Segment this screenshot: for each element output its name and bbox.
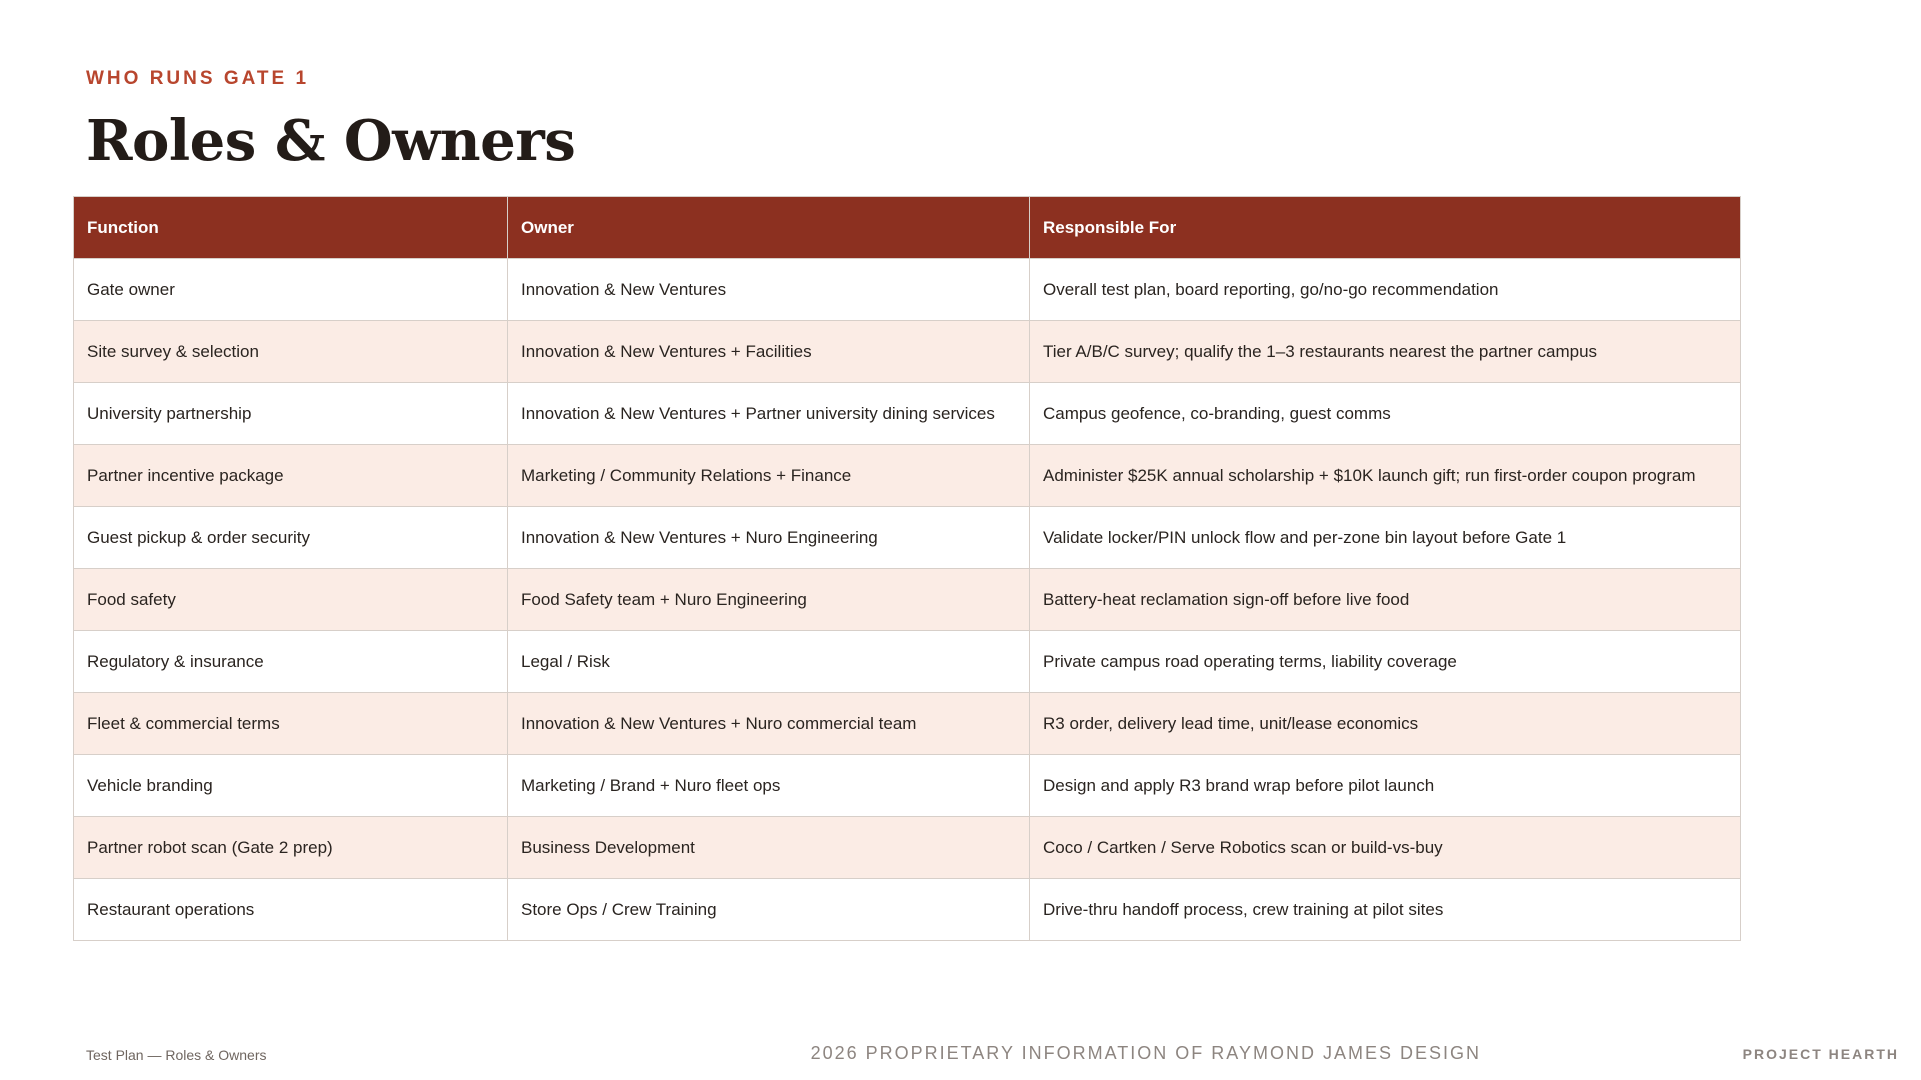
table-row [74,879,1741,941]
footer-proprietary-notice: 2026 PROPRIETARY INFORMATION OF RAYMOND JAMES DESIGN [810,1043,1481,1063]
table-row [74,259,1741,321]
cell-function: Site survey & selection [74,321,508,383]
table-row [74,817,1741,879]
roles-table [73,196,1741,941]
table-header-row [74,197,1741,259]
table-row [74,569,1741,631]
cell-owner: Innovation & New Ventures + Nuro commercial team [508,693,1030,755]
page-title: Roles & Owners [86,108,576,174]
cell-function: Vehicle branding [74,755,508,817]
cell-responsible-for: Campus geofence, co-branding, guest comms [1030,383,1741,445]
cell-owner: Innovation & New Ventures + Partner university dining services [508,383,1030,445]
table-body [74,259,1741,941]
cell-function: Partner robot scan (Gate 2 prep) [74,817,508,879]
cell-responsible-for: Drive-thru handoff process, crew training at pilot sites [1030,879,1741,941]
roles-table-container [73,196,1740,941]
column-header-responsible-for: Responsible For [1030,197,1741,259]
cell-owner: Food Safety team + Nuro Engineering [508,569,1030,631]
cell-function: Partner incentive package [74,445,508,507]
column-header-owner: Owner [508,197,1030,259]
cell-function: Food safety [74,569,508,631]
table-row [74,693,1741,755]
table-row [74,755,1741,817]
cell-responsible-for: R3 order, delivery lead time, unit/lease economics [1030,693,1741,755]
cell-function: Restaurant operations [74,879,508,941]
cell-owner: Business Development [508,817,1030,879]
cell-responsible-for: Coco / Cartken / Serve Robotics scan or build-vs-buy [1030,817,1741,879]
cell-function: Fleet & commercial terms [74,693,508,755]
table-header [74,197,1741,259]
cell-responsible-for: Validate locker/PIN unlock flow and per-zone bin layout before Gate 1 [1030,507,1741,569]
table-row [74,631,1741,693]
cell-function: University partnership [74,383,508,445]
cell-function: Regulatory & insurance [74,631,508,693]
cell-responsible-for: Tier A/B/C survey; qualify the 1–3 restaurants nearest the partner campus [1030,321,1741,383]
cell-responsible-for: Private campus road operating terms, liability coverage [1030,631,1741,693]
cell-responsible-for: Design and apply R3 brand wrap before pilot launch [1030,755,1741,817]
cell-owner: Marketing / Brand + Nuro fleet ops [508,755,1030,817]
footer-doc-label: Test Plan — Roles & Owners [86,1047,267,1063]
cell-owner: Marketing / Community Relations + Finance [508,445,1030,507]
cell-owner: Innovation & New Ventures + Facilities [508,321,1030,383]
cell-function: Gate owner [74,259,508,321]
cell-owner: Innovation & New Ventures [508,259,1030,321]
footer-project-name: PROJECT HEARTH [1742,1046,1899,1062]
cell-function: Guest pickup & order security [74,507,508,569]
table-row [74,507,1741,569]
cell-responsible-for: Battery-heat reclamation sign-off before live food [1030,569,1741,631]
cell-owner: Legal / Risk [508,631,1030,693]
section-eyebrow: WHO RUNS GATE 1 [86,68,310,89]
cell-owner: Store Ops / Crew Training [508,879,1030,941]
table-row [74,383,1741,445]
column-header-function: Function [74,197,508,259]
table-row [74,445,1741,507]
table-row [74,321,1741,383]
cell-responsible-for: Administer $25K annual scholarship + $10K launch gift; run first-order coupon program [1030,445,1741,507]
cell-responsible-for: Overall test plan, board reporting, go/no-go recommendation [1030,259,1741,321]
cell-owner: Innovation & New Ventures + Nuro Engineering [508,507,1030,569]
